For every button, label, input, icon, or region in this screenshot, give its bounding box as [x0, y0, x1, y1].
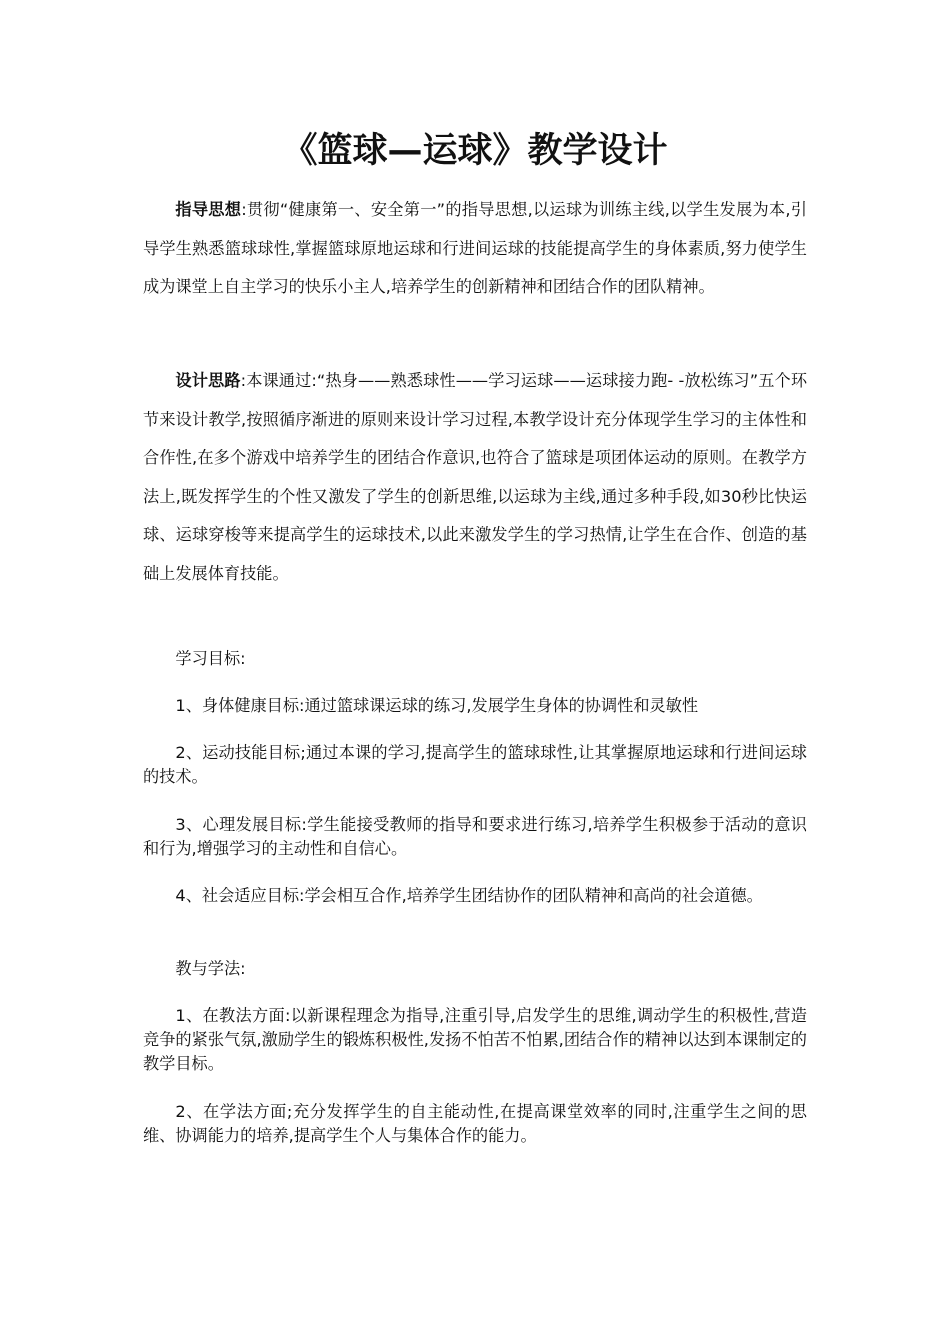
guiding-thought-paragraph: [143, 191, 807, 307]
method-item: 2、在学法方面;充分发挥学生的自主能动性,在提高课堂效率的同时,注重学生之间的思维、协调能力的培养,提高学生个人与集体合作的能力。: [143, 1102, 807, 1145]
guiding-thought-text: :贯彻“健康第一、安全第一”的指导思想,以运球为训练主线,以学生发展为本,引导学生熟悉篮球球性,掌握篮球原地运球和行进间运球的技能提高学生的身体素质,努力使学生成为课堂上自主学习的快乐小主人,培养学生的创新精神和团结合作的团队精神。: [143, 200, 807, 296]
methods-heading: 教与学法:: [175, 959, 246, 978]
objective-item: 2、运动技能目标;通过本课的学习,提高学生的篮球球性,让其掌握原地运球和行进间运球的技术。: [143, 743, 807, 786]
objective-item: 3、心理发展目标:学生能接受教师的指导和要求进行练习,培养学生积极参于活动的意识和行为,增强学习的主动性和自信心。: [143, 815, 807, 858]
design-idea-text: :本课通过:“热身——熟悉球性——学习运球——运球接力跑- -放松练习”五个环节来设计教学,按照循序渐进的原则来设计学习过程,本教学设计充分体现学生学习的主体性和合作性,在多个游戏中培养学生的团结合作意识,也符合了篮球是项团体运动的原则。在教学方法上,既发挥学生的个性又激发了学生的创新思维,以运球为主线,通过多种手段,如30秒比快运球、运球穿梭等来提高学生的运球技术,以此来激发学生的学习热情,让学生在合作、创造的基础上发展体育技能。: [143, 371, 808, 583]
document-title: 《篮球—运球》教学设计: [282, 131, 668, 171]
objectives-heading: 学习目标:: [175, 649, 246, 668]
method-item: 1、在教法方面:以新课程理念为指导,注重引导,启发学生的思维,调动学生的积极性,营造竞争的紧张气氛,激励学生的锻炼积极性,发扬不怕苦不怕累,团结合作的精神以达到本课制定的教学目标。: [143, 1006, 807, 1073]
objective-item: 1、身体健康目标:通过篮球课运球的练习,发展学生身体的协调性和灵敏性: [175, 696, 699, 715]
design-idea-label: 设计思路: [175, 371, 241, 390]
objective-item: 4、社会适应目标:学会相互合作,培养学生团结协作的团队精神和高尚的社会道德。: [175, 886, 763, 905]
guiding-thought-label: 指导思想: [175, 200, 242, 219]
design-idea-paragraph: [143, 362, 807, 593]
